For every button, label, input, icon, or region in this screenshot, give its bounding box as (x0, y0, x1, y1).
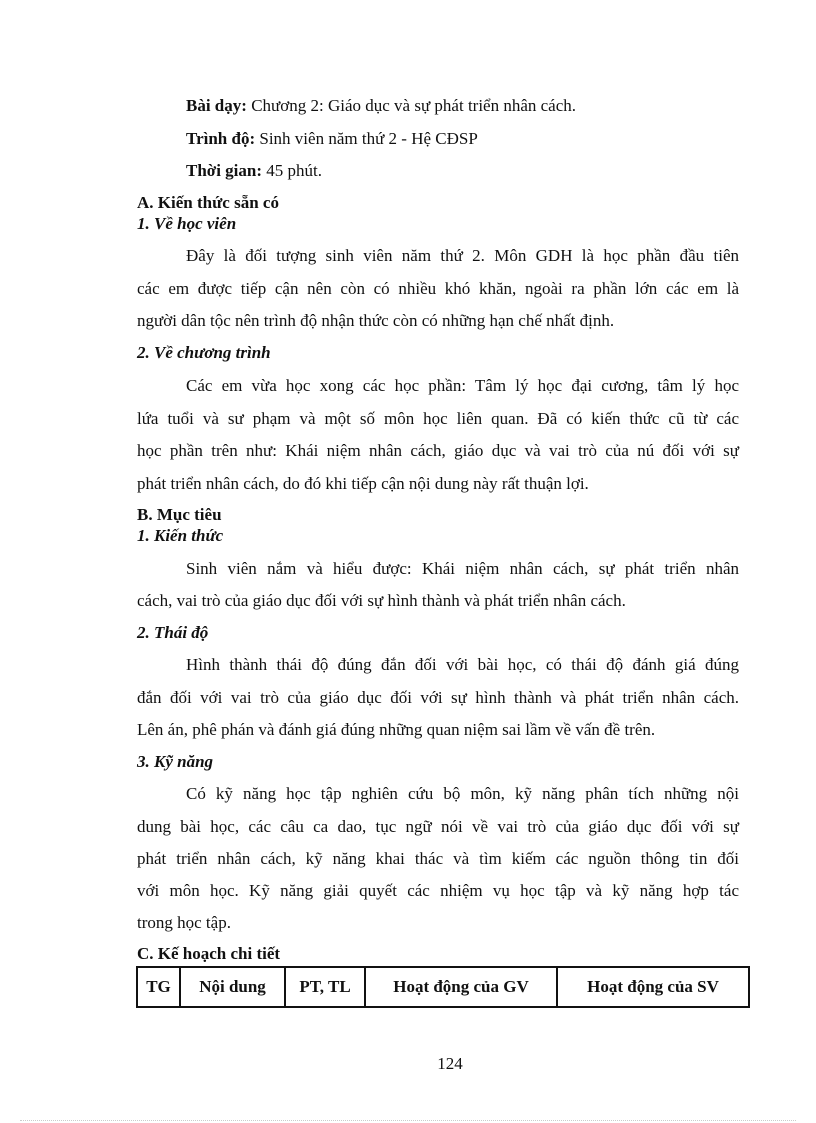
meta-level (186, 129, 478, 149)
paragraph-line: dung bài học, các câu ca dao, tục ngữ nói về vai trò của giáo dục đối với sự (137, 817, 739, 836)
paragraph-line: Lên án, phê phán và đánh giá đúng những quan niệm sai lầm về vấn đề trên. (137, 720, 656, 739)
page-number: 124 (437, 1054, 463, 1073)
paragraph-line: Đây là đối tượng sinh viên năm thứ 2. Môn GDH là học phần đầu tiên (186, 246, 739, 265)
section-b3-heading: 3. Kỹ năng (137, 752, 214, 771)
paragraph-line: Hình thành thái độ đúng đắn đối với bài học, có thái độ đánh giá đúng (186, 655, 739, 674)
meta-label: Trình độ: (186, 129, 256, 148)
header-student-activity: Hoạt động của SV (557, 967, 749, 1007)
paragraph-line: học phần trên như: Khái niệm nhân cách, giáo dục và vai trò của nú đối với sự (137, 441, 739, 460)
header-content: Nội dung (180, 967, 285, 1007)
paragraph-line: phát triển nhân cách, kỹ năng khai thác và tìm kiếm các nguồn thông tin đối (137, 849, 739, 868)
header-teacher-activity: Hoạt động của GV (365, 967, 557, 1007)
paragraph-line: đắn đối với vai trò của giáo dục đối với sự hình thành và phát triển nhân cách. (137, 688, 739, 707)
section-c-heading: C. Kế hoạch chi tiết (137, 944, 281, 963)
section-b1-heading: 1. Kiến thức (137, 526, 224, 545)
meta-lesson (186, 96, 576, 116)
page-bottom-divider (20, 1120, 796, 1121)
meta-time (186, 161, 322, 181)
meta-value: Chương 2: Giáo dục và sự phát triển nhân cách. (246, 96, 577, 115)
section-a2-heading: 2. Về chương trình (137, 343, 271, 362)
paragraph-line: trong học tập. (137, 913, 231, 932)
section-b-heading: B. Mục tiêu (137, 505, 222, 524)
paragraph-line: Sinh viên nắm và hiểu được: Khái niệm nhân cách, sự phát triển nhân (186, 559, 739, 578)
paragraph-line: các em được tiếp cận nên còn có nhiều khó khăn, ngoài ra phần lớn các em là (137, 279, 739, 298)
header-time: TG (137, 967, 180, 1007)
paragraph-line: phát triển nhân cách, do đó khi tiếp cận nội dung này rất thuận lợi. (137, 474, 589, 493)
section-b2-heading: 2. Thái độ (137, 623, 209, 642)
paragraph-line: Có kỹ năng học tập nghiên cứu bộ môn, kỹ năng phân tích những nội (186, 784, 739, 803)
meta-value: Sinh viên năm thứ 2 - Hệ CĐSP (255, 129, 478, 148)
section-a-heading: A. Kiến thức sẵn có (137, 193, 279, 212)
meta-label: Bài dạy: (186, 96, 247, 115)
table-header-row (137, 967, 749, 1007)
lesson-plan-table (136, 966, 750, 1008)
paragraph-line: Các em vừa học xong các học phần: Tâm lý học đại cương, tâm lý học (186, 376, 739, 395)
paragraph-line: người dân tộc nên trình độ nhận thức còn có những hạn chế nhất định. (137, 311, 615, 330)
meta-label: Thời gian: (186, 161, 263, 180)
header-methods: PT, TL (285, 967, 365, 1007)
section-a1-heading: 1. Về học viên (137, 214, 237, 233)
paragraph-line: với môn học. Kỹ năng giải quyết các nhiệm vụ học tập và kỹ năng hợp tác (137, 881, 739, 900)
meta-value: 45 phút. (262, 161, 323, 180)
paragraph-line: cách, vai trò của giáo dục đối với sự hình thành và phát triển nhân cách. (137, 591, 626, 610)
paragraph-line: lứa tuổi và sư phạm và một số môn học liên quan. Đã có kiến thức cũ từ các (137, 409, 739, 428)
